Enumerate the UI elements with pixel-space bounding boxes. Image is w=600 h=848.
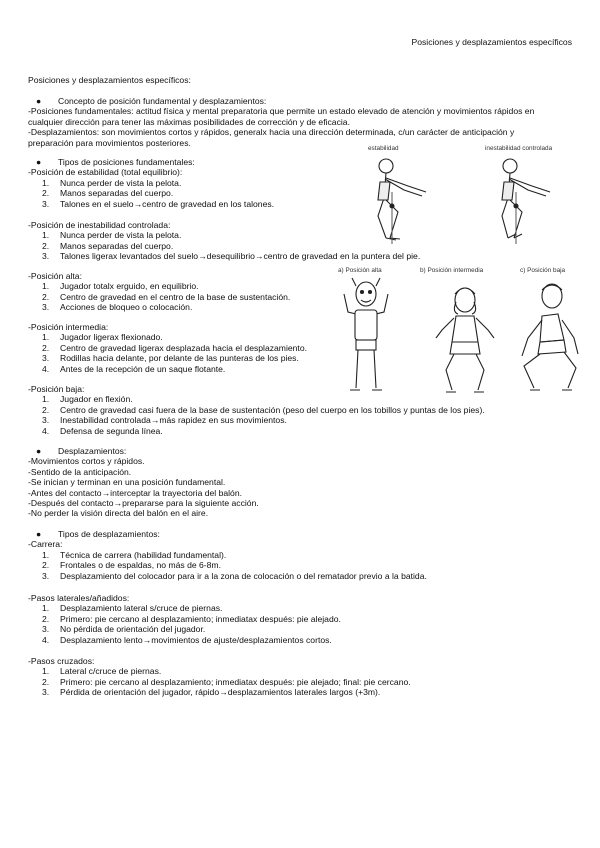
list-item-text: Manos separadas del cuerpo. [60, 188, 174, 199]
list-item: 4. Desplazamiento lento→movimientos de ajuste/desplazamientos cortos. [42, 634, 332, 645]
baja-title: -Posición baja: [28, 384, 85, 394]
list-item: 1. Desplazamiento lateral s/cruce de piernas. [42, 603, 223, 614]
concept-heading [28, 96, 534, 106]
tipos-desp-section [28, 529, 427, 581]
alta-title: -Posición alta: [28, 271, 82, 281]
page-header: Posiciones y desplazamientos específicos [411, 37, 572, 47]
half-crouch-player-illustration [432, 284, 498, 398]
list-item-text: No pérdida de orientación del jugador. [60, 624, 206, 635]
types-heading-text: Tipos de posiciones fundamentales: [58, 157, 195, 167]
list-item-text: Desplazamiento lento→movimientos de ajuste/desplazamientos cortos. [60, 634, 332, 645]
document-title: Posiciones y desplazamientos específicos: [28, 75, 191, 85]
figure-posicion-intermedia [432, 284, 498, 398]
list-item: 1. Nunca perder de vista la pelota. [42, 177, 182, 188]
bullet-icon: ● [36, 157, 42, 167]
list-item: 3. Acciones de bloqueo o colocación. [42, 302, 193, 313]
desplaz-line: -Después del contacto→prepararse para la siguiente acción. [28, 498, 259, 509]
list-item: 2. Primero: pie cercano al desplazamiento; inmediatax después: pie alejado; final: pie cercano. [42, 676, 411, 687]
intermedia-title: -Posición intermedia: [28, 322, 109, 332]
list-item: 1. Jugador totalx erguido, en equilibrio. [42, 281, 199, 292]
standing-player-illustration [338, 276, 394, 398]
list-item-text: Pérdida de orientación del jugador, rápido→desplazamientos laterales largos (+3m). [60, 687, 381, 698]
desplaz-line: -Se inician y terminan en una posición fundamental. [28, 477, 226, 488]
list-item: 2. Frontales o de espaldas, no más de 6-8m. [42, 560, 221, 571]
list-item-text: Inestabilidad controlada→más rapidez en sus movimientos. [60, 415, 287, 426]
list-item: 1. Jugador ligerax flexionado. [42, 332, 163, 343]
laterales-title: -Pasos laterales/añadidos: [28, 593, 130, 603]
caption-baja: c) Posición baja [520, 267, 566, 274]
list-item: 3. No pérdida de orientación del jugador. [42, 624, 206, 635]
concept-desp-line-2: preparación para movimientos posteriores. [28, 137, 191, 148]
list-item-text: Manos separadas del cuerpo. [60, 240, 174, 251]
desplaz-line: -Sentido de la anticipación. [28, 466, 132, 477]
desplaz-line: -Movimientos cortos y rápidos. [28, 456, 145, 467]
figure-posicion-baja [512, 280, 588, 398]
inestab-title: -Posición de inestabilidad controlada: [28, 220, 171, 230]
list-item-text: Nunca perder de vista la pelota. [60, 177, 182, 188]
list-item: 2. Centro de gravedad casi fuera de la base de sustentación (peso del cuerpo en los tobillos y puntas de los pies). [42, 404, 485, 415]
estab-title: -Posición de estabilidad (total equilibrio): [28, 167, 183, 178]
list-item: 2. Manos separadas del cuerpo. [42, 188, 174, 199]
desplaz-line: -No perder la visión directa del balón en el aire. [28, 508, 209, 519]
list-item-text: Centro de gravedad en el centro de la base de sustentación. [60, 291, 291, 302]
tipos-desp-heading-text: Tipos de desplazamientos: [58, 529, 160, 539]
types-section [28, 157, 274, 209]
list-item-text: Defensa de segunda línea. [60, 425, 163, 436]
list-item: 1. Nunca perder de vista la pelota. [42, 230, 182, 241]
list-item-text: Desplazamiento del colocador para ir a la zona de colocación o del rematador previo a la batida. [60, 570, 427, 581]
list-item-text: Jugador totalx erguido, en equilibrio. [60, 281, 199, 292]
list-item: 2. Centro de gravedad ligerax desplazada hacia el desplazamiento. [42, 342, 307, 353]
concept-section [28, 96, 534, 148]
list-item-text: Acciones de bloqueo o colocación. [60, 302, 193, 313]
concept-heading-text: Concepto de posición fundamental y desplazamientos: [58, 96, 267, 106]
list-item: 2. Manos separadas del cuerpo. [42, 240, 174, 251]
list-item: 2. Centro de gravedad en el centro de la base de sustentación. [42, 291, 291, 302]
caption-inestabilidad: inestabilidad controlada [485, 145, 553, 152]
caption-intermedia: b) Posición intermedia [420, 267, 484, 274]
intermedia-section [28, 322, 307, 374]
caption-alta: a) Posición alta [338, 267, 382, 274]
figure-estabilidad [360, 152, 440, 252]
low-crouch-player-illustration [512, 280, 588, 398]
title-block [28, 75, 191, 85]
list-item-text: Jugador ligerax flexionado. [60, 332, 163, 343]
figure-inestabilidad [482, 152, 562, 252]
list-item-text: Rodillas hacia delante, por delante de las punteras de los pies. [60, 353, 299, 364]
list-item-text: Jugador en flexión. [60, 394, 133, 405]
carrera-title: -Carrera: [28, 539, 63, 550]
list-item-text: Centro de gravedad casi fuera de la base de sustentación (peso del cuerpo en los tobillos y puntas de los pies). [60, 404, 485, 415]
list-item: 3. Pérdida de orientación del jugador, rápido→desplazamientos laterales largos (+3m). [42, 687, 381, 698]
list-item-text: Lateral c/cruce de piernas. [60, 666, 162, 677]
list-item-text: Nunca perder de vista la pelota. [60, 230, 182, 241]
list-item: 2. Primero: pie cercano al desplazamiento; inmediatax después: pie alejado. [42, 613, 341, 624]
crouching-player-illustration [360, 152, 440, 252]
figure-posicion-alta [338, 276, 394, 398]
list-item: 3. Desplazamiento del colocador para ir a la zona de colocación o del rematador previo a la batida. [42, 570, 427, 581]
list-item: 4. Antes de la recepción de un saque flotante. [42, 363, 226, 374]
types-heading [28, 157, 274, 167]
bullet-icon: ● [36, 446, 42, 456]
list-item-text: Desplazamiento lateral s/cruce de piernas. [60, 603, 223, 614]
desplaz-heading-text: Desplazamientos: [58, 446, 127, 456]
concept-desp-line-1: -Desplazamientos: son movimientos cortos y rápidos, generalx hacia una dirección determinada, c/un carácter de anticipación y [28, 127, 515, 138]
list-item-text: Primero: pie cercano al desplazamiento; inmediatax después: pie alejado; final: pie cercano. [60, 676, 411, 687]
baja-section [28, 384, 485, 436]
list-item: 1. Técnica de carrera (habilidad fundamental). [42, 549, 227, 560]
bullet-icon: ● [36, 96, 42, 106]
list-item: 1. Jugador en flexión. [42, 394, 133, 405]
list-item-text: Primero: pie cercano al desplazamiento; inmediatax después: pie alejado. [60, 613, 341, 624]
list-item: 3. Talones en el suelo→centro de gravedad en los talones. [42, 198, 275, 209]
concept-fund-line-1: -Posiciones fundamentales: actitud física y mental preparatoria que permite un estado elevado de atención y movimientos rápidos en [28, 106, 535, 117]
list-item: 3. Talones ligerax levantados del suelo→desequilibrio→centro de gravedad en la puntera del pie. [42, 251, 421, 262]
list-item-text: Centro de gravedad ligerax desplazada hacia el desplazamiento. [60, 342, 307, 353]
concept-fund-line-2: cualquier dirección para tener las máximas posibilidades de corrección y de eficacia. [28, 116, 350, 127]
list-item: 3. Inestabilidad controlada→más rapidez en sus movimientos. [42, 415, 287, 426]
cruzados-title: -Pasos cruzados: [28, 656, 95, 666]
laterales-section [28, 593, 341, 645]
list-item-text: Antes de la recepción de un saque flotante. [60, 363, 226, 374]
list-item-text: Talones en el suelo→centro de gravedad en los talones. [60, 198, 275, 209]
list-item-text: Frontales o de espaldas, no más de 6-8m. [60, 560, 221, 571]
alta-section [28, 271, 290, 313]
list-item: 3. Rodillas hacia delante, por delante de las punteras de los pies. [42, 353, 299, 364]
leaning-player-illustration [482, 152, 562, 252]
desplaz-heading [28, 446, 259, 456]
desplaz-line: -Antes del contacto→interceptar la trayectoria del balón. [28, 487, 243, 498]
bullet-icon: ● [36, 529, 42, 539]
list-item: 1. Lateral c/cruce de piernas. [42, 666, 162, 677]
list-item-text: Técnica de carrera (habilidad fundamental). [60, 549, 227, 560]
desplaz-section [28, 446, 259, 519]
tipos-desp-heading [28, 529, 427, 539]
list-item: 4. Defensa de segunda línea. [42, 425, 163, 436]
caption-estabilidad: estabilidad [368, 145, 399, 152]
cruzados-section [28, 656, 411, 698]
list-item-text: Talones ligerax levantados del suelo→desequilibrio→centro de gravedad en la puntera del pie. [60, 251, 421, 262]
